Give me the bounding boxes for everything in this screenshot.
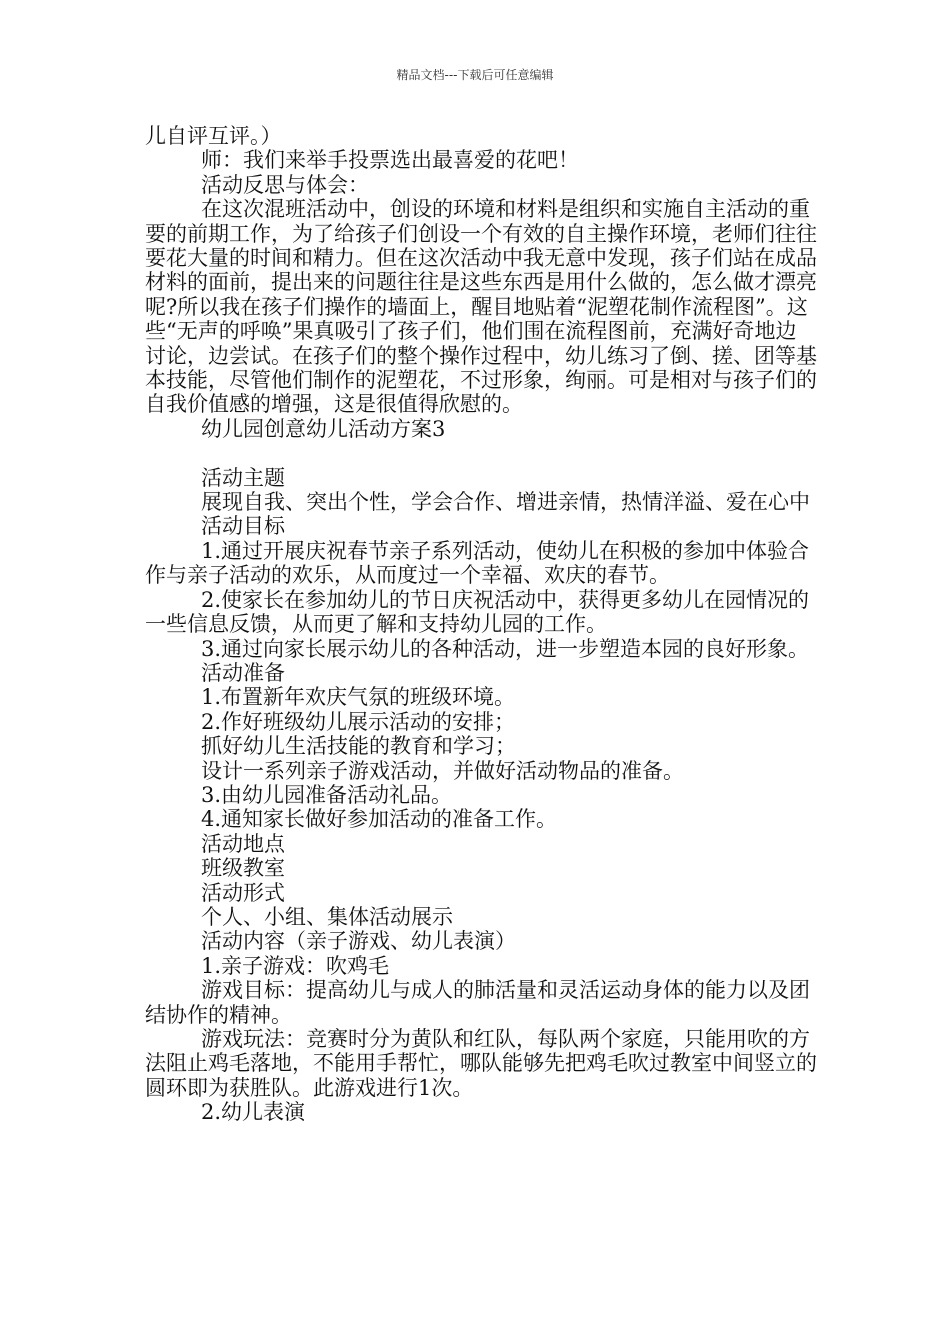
list-item: 1.布置新年欢庆气氛的班级环境。 (201, 685, 516, 710)
section-heading: 活动准备 (201, 660, 285, 685)
page-header: 精品文档---下载后可任意编辑 (396, 68, 554, 82)
paragraph: 展现自我、突出个性，学会合作、增进亲情，热情洋溢、爱在心中 (201, 490, 810, 515)
list-item: 1.亲子游戏：吹鸡毛 (201, 953, 390, 978)
section-heading: 活动形式 (201, 880, 285, 905)
list-item: 4.通知家长做好参加活动的准备工作。 (201, 807, 558, 832)
list-item: 2.幼儿表演 (201, 1100, 306, 1125)
list-item: 2.作好班级幼儿展示活动的安排； (201, 709, 516, 734)
document-title: 幼儿园创意幼儿活动方案3 (201, 416, 446, 441)
document-body (145, 124, 817, 1125)
list-item: 3.由幼儿园准备活动礼品。 (201, 782, 453, 807)
list-item: 2.使家长在参加幼儿的节日庆祝活动中，获得更多幼儿在园情况的一些信息反馈，从而更了解和支持幼儿园的工作。 (145, 587, 810, 637)
paragraph: 班级教室 (201, 856, 285, 881)
paragraph: 在这次混班活动中，创设的环境和材料是组织和实施自主活动的重要的前期工作，为了给孩子们创设一个有效的自主操作环境，老师们往往要花大量的时间和精力。但在这次活动中我无意中发现，孩子们站在成品材料的面前，提出来的问题往往是这些东西是用什么做的，怎么做才漂亮呢?所以我在孩子们操作的墙面上，醒目地贴着“泥塑花制作流程图”。这些“无声的呼唤”果真吸引了孩子们，他们围在流程图前，充满好奇地边讨论，边尝试。在孩子们的整个操作过程中，幼儿练习了倒、搓、团等基本技能，尽管他们制作的泥塑花，不过形象，绚丽。可是相对与孩子们的自我价值感的增强，这是很值得欣慰的。 (145, 197, 817, 417)
list-item: 1.通过开展庆祝春节亲子系列活动，使幼儿在积极的参加中体验合作与亲子活动的欢乐，从而度过一个幸福、欢庆的春节。 (145, 538, 810, 588)
paragraph: 儿自评互评。） (145, 124, 282, 148)
section-heading: 活动内容（亲子游戏、幼儿表演） (201, 929, 516, 954)
paragraph: 游戏目标：提高幼儿与成人的肺活量和灵活运动身体的能力以及团结协作的精神。 (145, 978, 810, 1027)
list-item: 设计一系列亲子游戏活动，并做好活动物品的准备。 (201, 758, 684, 783)
section-heading: 活动目标 (201, 514, 285, 539)
paragraph: 师：我们来举手投票选出最喜爱的花吧！ (201, 148, 579, 173)
section-heading: 活动地点 (201, 831, 285, 856)
section-heading: 活动反思与体会： (201, 172, 369, 197)
section-heading: 活动主题 (201, 465, 285, 490)
paragraph: 游戏玩法：竞赛时分为黄队和红队，每队两个家庭，只能用吹的方法阻止鸡毛落地，不能用手帮忙，哪队能够先把鸡毛吹过教室中间竖立的圆环即为获胜队。此游戏进行1次。 (145, 1027, 817, 1100)
list-item: 3.通过向家长展示幼儿的各种活动，进一步塑造本园的良好形象。 (201, 636, 810, 661)
paragraph: 个人、小组、集体活动展示 (201, 904, 453, 929)
blank-line (145, 441, 817, 465)
list-item: 抓好幼儿生活技能的教育和学习； (201, 734, 516, 759)
